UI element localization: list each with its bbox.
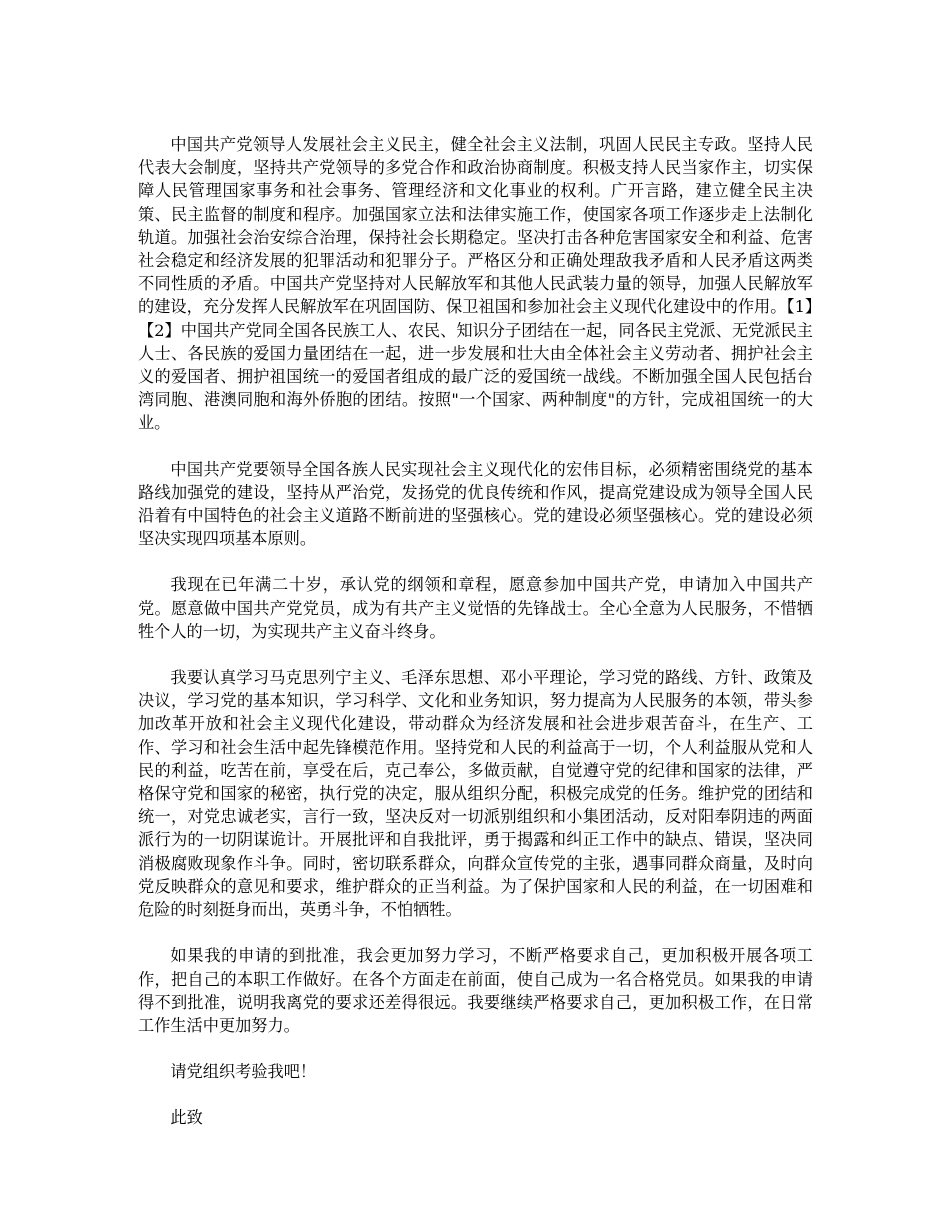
document-page	[138, 133, 813, 1153]
paragraph-approval-outcome: 如果我的申请的到批准，我会更加努力学习，不断严格要求自己，更加积极开展各项工作，把自己的本职工作做好。在各个方面走在前面，使自己成为一名合格党员。如果我的申请得不到批准，说明我离党的要求还差得很远。我要继续严格要求自己，更加积极工作，在日常工作生活中更加努力。	[138, 946, 813, 1035]
paragraph-application-statement: 我现在已年满二十岁，承认党的纲领和章程，愿意参加中国共产党，申请加入中国共产党。愿意做中国共产党党员，成为有共产主义觉悟的先锋战士。全心全意为人民服务，不惜牺牲个人的一切，为实现共产主义奋斗终身。	[138, 575, 813, 641]
closing-request: 请党组织考验我吧！	[170, 1062, 317, 1082]
paragraph-democracy-and-united-front: 中国共产党领导人发展社会主义民主，健全社会主义法制，巩固人民民主专政。坚持人民代表大会制度，坚持共产党领导的多党合作和政治协商制度。积极支持人民当家作主，切实保障人民管理国家事务和社会事务、管理经济和文化事业的权利。广开言路，建立健全民主决策、民主监督的制度和程序。加强国家立法和法律实施工作，使国家各项工作逐步走上法制化轨道。加强社会治安综合治理，保持社会长期稳定。坚决打击各种危害国家安全和利益、危害社会稳定和经济发展的犯罪活动和犯罪分子。严格区分和正确处理敌我矛盾和人民矛盾这两类不同性质的矛盾。中国共产党坚持对人民解放军和其他人民武装力量的领导，加强人民解放军的建设，充分发挥人民解放军在巩固国防、保卫祖国和参加社会主义现代化建设中的作用。【1】【2】中国共产党同全国各民族工人、农民、知识分子团结在一起，同各民主党派、无党派民主人士、各民族的爱国力量团结在一起，进一步发展和壮大由全体社会主义劳动者、拥护社会主义的爱国者、拥护祖国统一的爱国者组成的最广泛的爱国统一战线。不断加强全国人民包括台湾同胞、港澳同胞和海外侨胞的团结。按照"一个国家、两种制度"的方针，完成祖国统一的大业。	[138, 135, 813, 433]
paragraph-party-building: 中国共产党要领导全国各族人民实现社会主义现代化的宏伟目标，必须精密围绕党的基本路线加强党的建设，坚持从严治党，发扬党的优良传统和作风，提高党建设成为领导全国人民沿着有中国特色的社会主义道路不断前进的坚强核心。党的建设必须坚强核心。党的建设必须坚决实现四项基本原则。	[138, 459, 813, 549]
salutation: 此致	[170, 1108, 203, 1128]
paragraph-personal-commitments: 我要认真学习马克思列宁主义、毛泽东思想、邓小平理论，学习党的路线、方针、政策及决议，学习党的基本知识，学习科学、文化和业务知识，努力提高为人民服务的本领，带头参加改革开放和社会主义现代化建设，带动群众为经济发展和社会进步艰苦奋斗，在生产、工作、学习和社会生活中起先锋模范作用。坚持党和人民的利益高于一切，个人利益服从党和人民的利益，吃苦在前，享受在后，克己奉公，多做贡献，自觉遵守党的纪律和国家的法律，严格保守党和国家的秘密，执行党的决定，服从组织分配，积极完成党的任务。维护党的团结和统一，对党忠诚老实，言行一致，坚决反对一切派别组织和小集团活动，反对阳奉阴违的两面派行为的一切阴谋诡计。开展批评和自我批评，勇于揭露和纠正工作中的缺点、错误，坚决同消极腐败现象作斗争。同时，密切联系群众，向群众宣传党的主张，遇事同群众商量，及时向党反映群众的意见和要求，维护群众的正当利益。为了保护国家和人民的利益，在一切困难和危险的时刻挺身而出，英勇斗争，不怕牺牲。	[138, 668, 813, 920]
